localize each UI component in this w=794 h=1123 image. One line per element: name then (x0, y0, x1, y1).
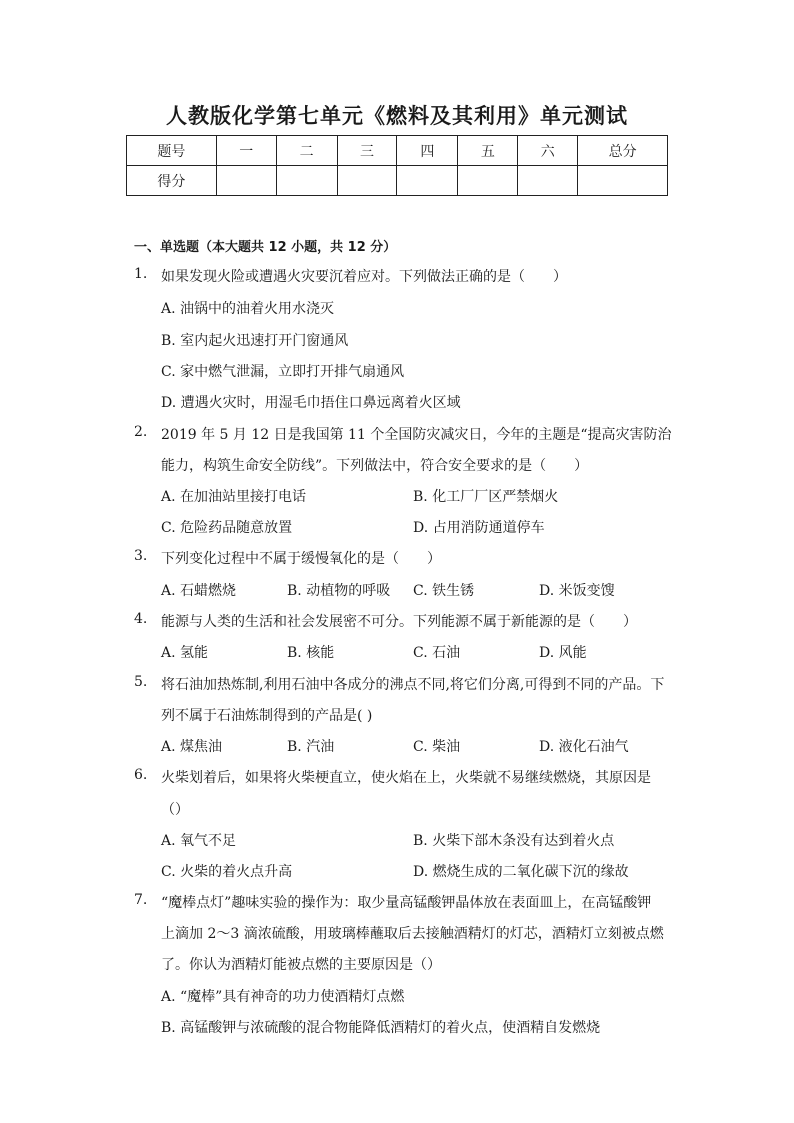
question-number: 3. (134, 548, 148, 564)
score-input-cell[interactable] (458, 166, 518, 196)
question-stem: 2019 年 5 月 12 日是我国第 11 个全国防灾减灾日，今年的主题是“提高灾害防治 (161, 427, 672, 443)
option-a[interactable]: A. 石蜡燃烧 (161, 583, 237, 599)
option-d[interactable]: D. 米饭变馊 (539, 583, 615, 599)
question-stem: 火柴划着后，如果将火柴梗直立，使火焰在上，火柴就不易继续燃烧，其原因是 (161, 770, 651, 786)
score-header-cell: 五 (458, 136, 518, 166)
option-b[interactable]: B. 高锰酸钾与浓硫酸的混合物能降低酒精灯的着火点，使酒精自发燃烧 (161, 1020, 601, 1036)
option-c[interactable]: C. 柴油 (413, 739, 461, 755)
score-table (126, 135, 668, 196)
option-d[interactable]: D. 燃烧生成的二氧化碳下沉的缘故 (413, 864, 629, 880)
question-stem: 了。你认为酒精灯能被点燃的主要原因是（） (161, 957, 441, 973)
score-header-cell: 总分 (578, 136, 668, 166)
option-c[interactable]: C. 家中燃气泄漏，立即打开排气扇通风 (161, 364, 405, 380)
option-d[interactable]: D. 遭遇火灾时，用湿毛巾捂住口鼻远离着火区域 (161, 395, 461, 411)
question-stem: 能力，构筑生命安全防线”。下列做法中，符合安全要求的是（ ） (161, 458, 589, 474)
option-b[interactable]: B. 火柴下部木条没有达到着火点 (413, 833, 615, 849)
score-header-cell: 三 (337, 136, 397, 166)
question-stem: “魔棒点灯”趣味实验的操作为：取少量高锰酸钾晶体放在表面皿上，在高锰酸钾 (161, 895, 652, 911)
option-a[interactable]: A. “魔棒”具有神奇的功力使酒精灯点燃 (161, 989, 405, 1005)
question-stem: 如果发现火险或遭遇火灾要沉着应对。下列做法正确的是（ ） (161, 269, 567, 285)
option-b[interactable]: B. 室内起火迅速打开门窗通风 (161, 333, 349, 349)
question-stem: 能源与人类的生活和社会发展密不可分。下列能源不属于新能源的是（ ） (161, 614, 637, 630)
section-title: 一、单选题（本大题共 12 小题，共 12 分） (134, 240, 397, 255)
option-a[interactable]: A. 煤焦油 (161, 739, 223, 755)
option-c[interactable]: C. 铁生锈 (413, 583, 475, 599)
option-b[interactable]: B. 动植物的呼吸 (287, 583, 391, 599)
option-c[interactable]: C. 火柴的着火点升高 (161, 864, 293, 880)
question-number: 2. (134, 424, 148, 440)
score-input-cell[interactable] (397, 166, 458, 196)
question-stem: （） (161, 802, 189, 818)
score-header-cell: 一 (216, 136, 276, 166)
question-number: 7. (134, 892, 148, 908)
score-input-cell[interactable] (216, 166, 276, 196)
question-stem: 上滴加 2～3 滴浓硫酸，用玻璃棒蘸取后去接触酒精灯的灯芯，酒精灯立刻被点燃 (161, 926, 664, 942)
score-table-header-row (127, 136, 668, 166)
question-number: 1. (134, 266, 148, 282)
score-header-cell: 六 (518, 136, 578, 166)
option-d[interactable]: D. 风能 (539, 645, 587, 661)
option-b[interactable]: B. 核能 (287, 645, 335, 661)
option-a[interactable]: A. 氧气不足 (161, 833, 237, 849)
score-input-cell[interactable] (518, 166, 578, 196)
score-row-label: 得分 (127, 166, 217, 196)
option-a[interactable]: A. 在加油站里接打电话 (161, 489, 307, 505)
question-number: 4. (134, 611, 148, 627)
option-a[interactable]: A. 氢能 (161, 645, 209, 661)
option-c[interactable]: C. 危险药品随意放置 (161, 520, 293, 536)
option-a[interactable]: A. 油锅中的油着火用水浇灭 (161, 301, 335, 317)
question-number: 6. (134, 767, 148, 783)
option-b[interactable]: B. 汽油 (287, 739, 335, 755)
score-header-cell: 题号 (127, 136, 217, 166)
score-table-score-row (127, 166, 668, 196)
score-input-cell[interactable] (578, 166, 668, 196)
option-d[interactable]: D. 液化石油气 (539, 739, 629, 755)
option-d[interactable]: D. 占用消防通道停车 (413, 520, 545, 536)
score-input-cell[interactable] (337, 166, 397, 196)
question-stem: 下列变化过程中不属于缓慢氧化的是（ ） (161, 551, 441, 567)
score-header-cell: 四 (397, 136, 458, 166)
option-c[interactable]: C. 石油 (413, 645, 461, 661)
score-header-cell: 二 (276, 136, 337, 166)
option-b[interactable]: B. 化工厂厂区严禁烟火 (413, 489, 559, 505)
question-stem: 将石油加热炼制,利用石油中各成分的沸点不同,将它们分离,可得到不同的产品。下 (161, 677, 665, 693)
question-stem: 列不属于石油炼制得到的产品是( ) (161, 708, 373, 724)
page-title: 人教版化学第七单元《燃料及其利用》单元测试 (166, 104, 628, 128)
score-input-cell[interactable] (276, 166, 337, 196)
question-number: 5. (134, 674, 148, 690)
